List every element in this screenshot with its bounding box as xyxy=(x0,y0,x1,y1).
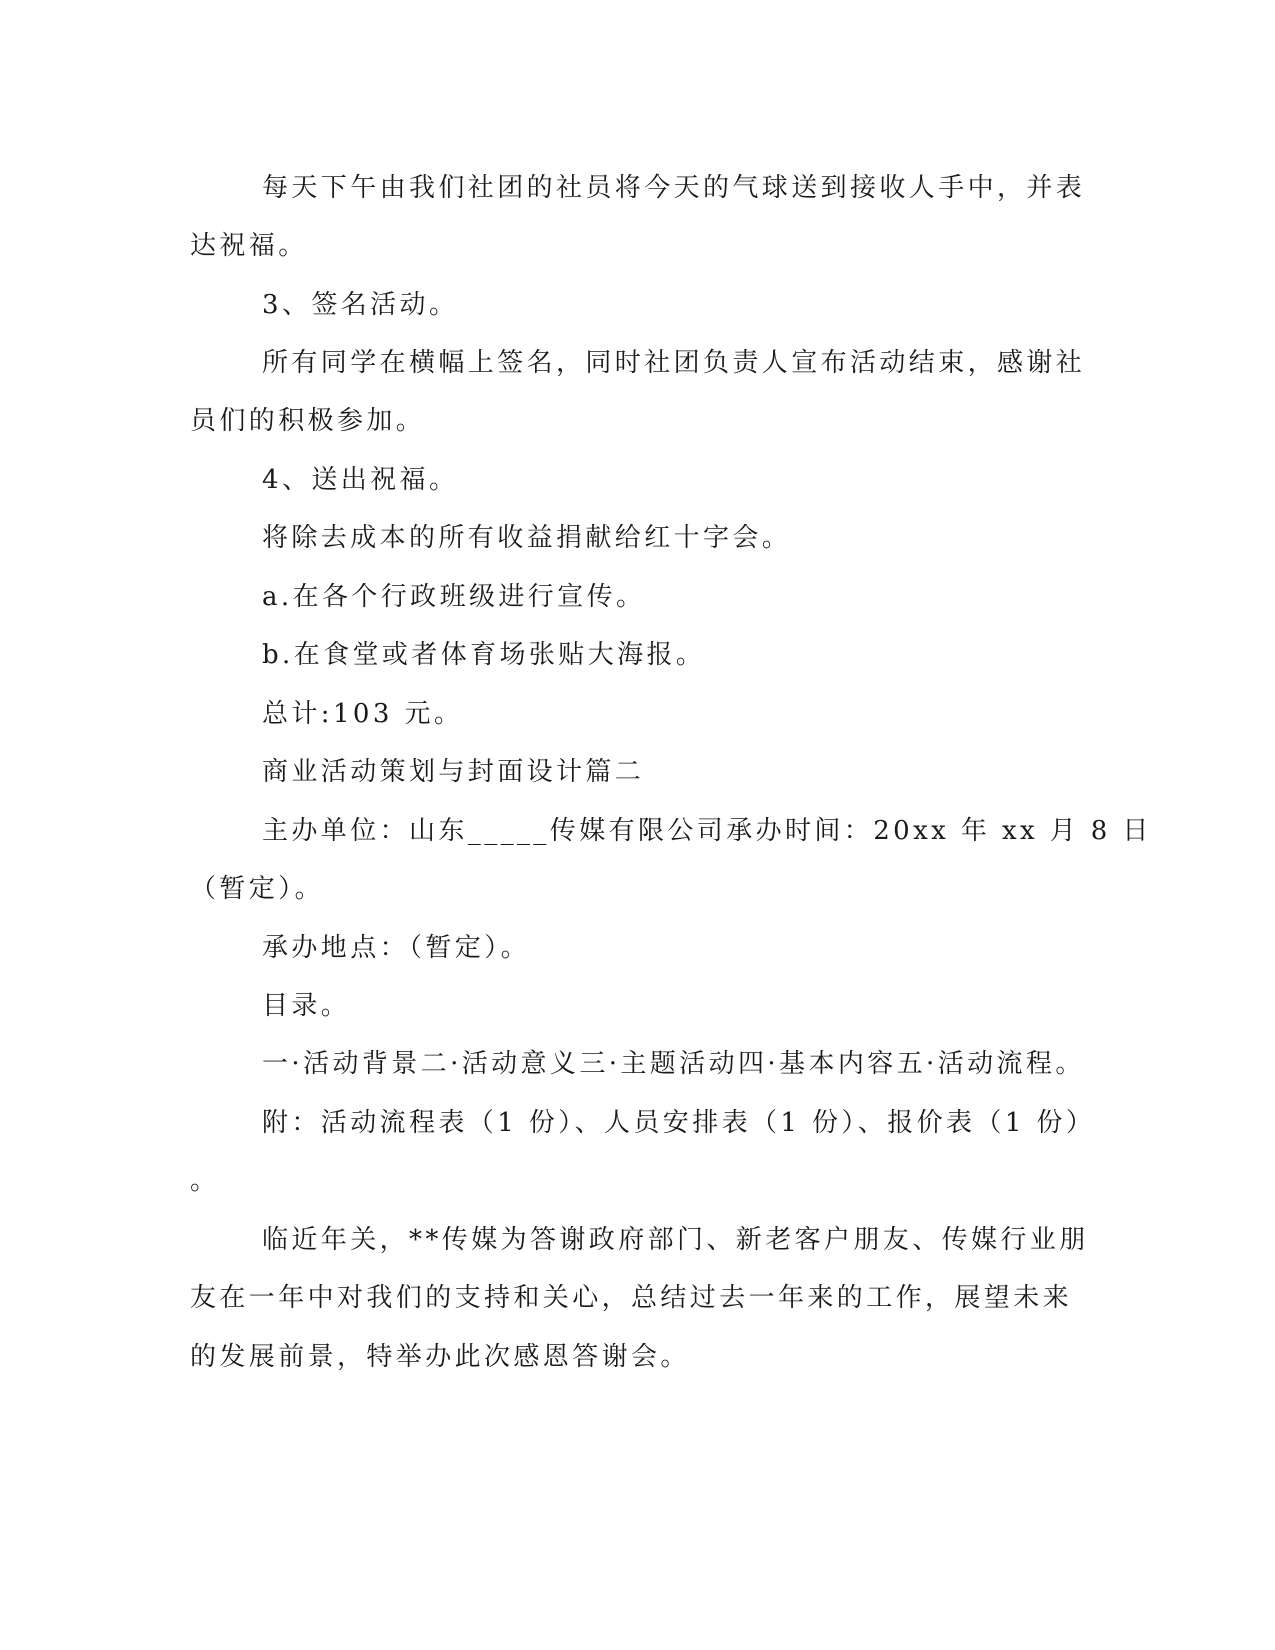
text-line: 将除去成本的所有收益捐献给红十字会。 xyxy=(262,523,792,553)
text-line: 总计:103 元。 xyxy=(262,699,464,729)
text-line: 附：活动流程表（1 份）、人员安排表（1 份）、报价表（1 份） xyxy=(262,1108,1096,1138)
text-line: 。 xyxy=(190,1166,220,1196)
text-line: 临近年关，**传媒为答谢政府部门、新老客户朋友、传媒行业朋 xyxy=(262,1225,1089,1255)
text-line: 3、签名活动。 xyxy=(262,290,459,320)
text-line: 目录。 xyxy=(262,991,351,1021)
text-line: b.在食堂或者体育场张贴大海报。 xyxy=(262,640,706,670)
text-line: 承办地点：（暂定）。 xyxy=(262,933,531,963)
text-line: （暂定）。 xyxy=(190,874,325,904)
text-line: 4、送出祝福。 xyxy=(262,465,459,495)
text-line: 所有同学在横幅上签名，同时社团负责人宣布活动结束，感谢社 xyxy=(262,348,1086,378)
text-line: 达祝福。 xyxy=(190,231,308,261)
text-line: 友在一年中对我们的支持和关心，总结过去一年来的工作，展望未来 xyxy=(190,1283,1073,1313)
text-line: 一·活动背景二·活动意义三·主题活动四·基本内容五·活动流程。 xyxy=(262,1049,1085,1079)
text-line: 的发展前景，特举办此次感恩答谢会。 xyxy=(190,1342,690,1372)
text-line: 每天下午由我们社团的社员将今天的气球送到接收人手中，并表 xyxy=(262,173,1086,203)
text-line: a.在各个行政班级进行宣传。 xyxy=(262,582,646,612)
text-line: 员们的积极参加。 xyxy=(190,406,426,436)
text-line: 主办单位：山东_____传媒有限公司承办时间：20xx 年 xx 月 8 日 xyxy=(262,816,1152,846)
section-heading: 商业活动策划与封面设计篇二 xyxy=(262,757,645,787)
